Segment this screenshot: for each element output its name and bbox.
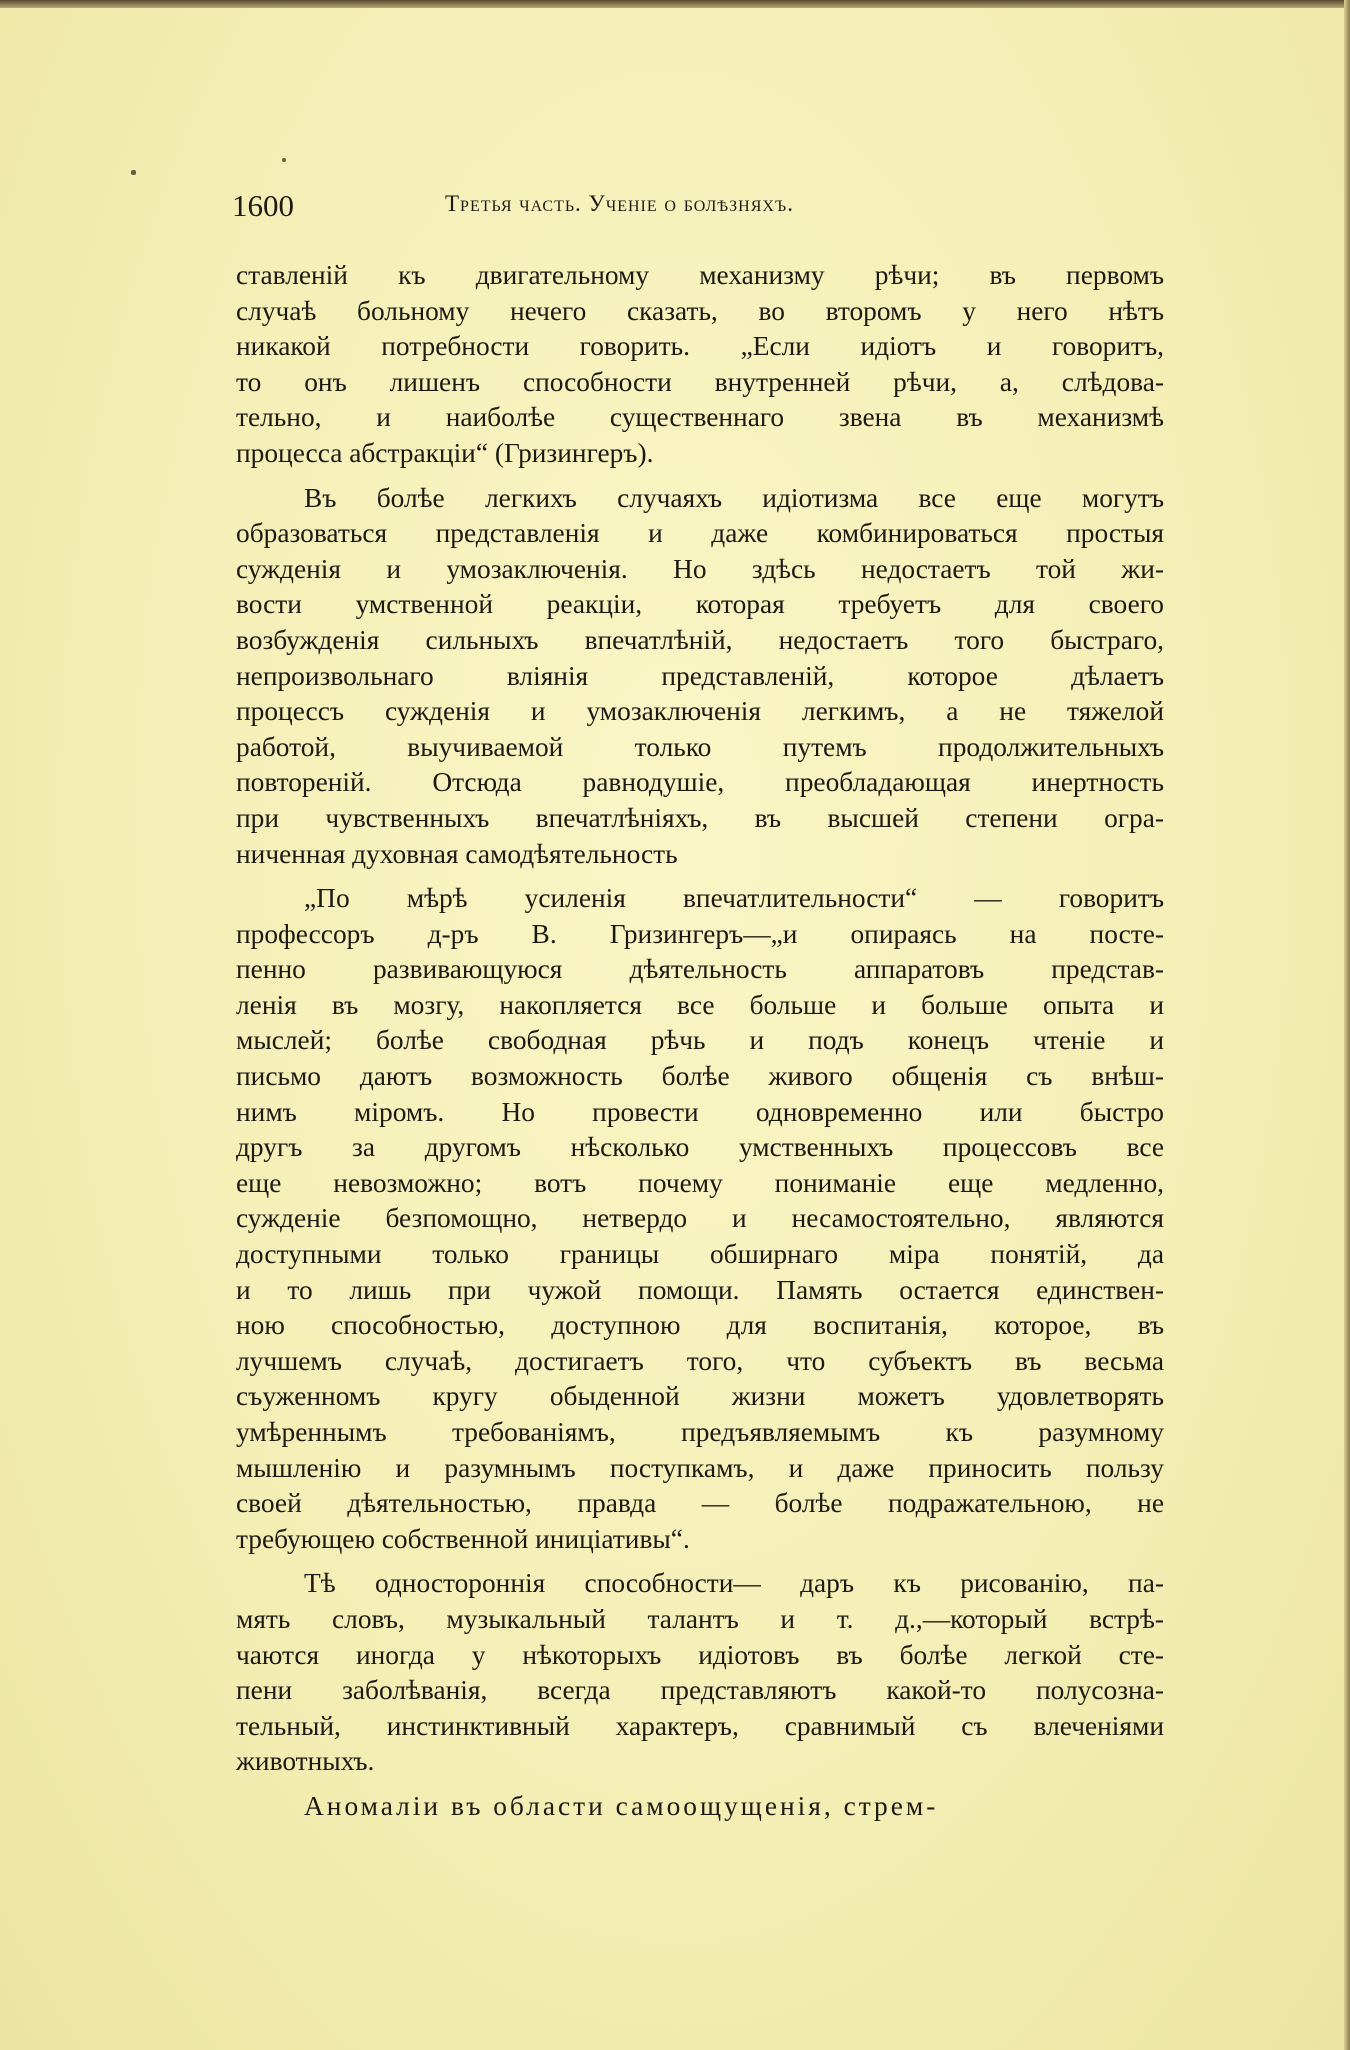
text-line: требующею собственной иниціативы“. — [236, 1523, 690, 1554]
text-line: непроизвольнаго вліянія представленій, которое дѣлаетъ — [236, 660, 1164, 691]
text-line: мышленію и разумнымъ поступкамъ, и даже приносить пользу — [236, 1452, 1164, 1483]
text-line: лучшемъ случаѣ, достигаетъ того, что субъектъ въ весьма — [236, 1345, 1164, 1376]
text-line: ставленій къ двигательному механизму рѣчи; въ первомъ — [236, 260, 1164, 290]
text-line: тельный, инстинктивный характеръ, сравнимый съ влеченіями — [236, 1710, 1164, 1741]
text-line: доступными только границы обширнаго міра понятій, да — [236, 1239, 1164, 1270]
text-line: никакой потребности говорить. „Если идіотъ и говоритъ, — [236, 331, 1164, 362]
text-line: случаѣ больному нечего сказать, во второмъ у него нѣтъ — [236, 295, 1164, 326]
text-line: работой, выучиваемой только путемъ продолжительныхъ — [236, 731, 1164, 762]
text-line: и то лишь при чужой помощи. Память остается единствен- — [236, 1274, 1164, 1305]
page-right-edge — [1344, 0, 1350, 2050]
text-line: животныхъ. — [236, 1746, 375, 1777]
text-line: Тѣ одностороннія способности— даръ къ рисованію, па- — [304, 1568, 1164, 1599]
text-line: мыслей; болѣе свободная рѣчь и подъ конецъ чтеніе и — [236, 1025, 1164, 1056]
text-line: „По мѣрѣ усиленія впечатлительности“ — говоритъ — [304, 883, 1164, 914]
page-header — [232, 188, 1160, 228]
running-head: Третья часть. Ученіе о болѣзняхъ. — [445, 191, 794, 216]
text-line: повтореній. Отсюда равнодушіе, преобладающая инертность — [236, 767, 1164, 798]
text-line: Въ болѣе легкихъ случаяхъ идіотизма все еще могутъ — [304, 482, 1164, 513]
text-line: ниченная духовная самодѣятельность — [236, 838, 678, 869]
page-number: 1600 — [232, 188, 294, 223]
specks — [131, 170, 136, 175]
text-line: чаются иногда у нѣкоторыхъ идіотовъ въ болѣе легкой сте- — [236, 1639, 1164, 1670]
text-line: ленія въ мозгу, накопляется все больше и больше опыта и — [236, 989, 1164, 1020]
text-line: своей дѣятельностью, правда — болѣе подражательною, не — [236, 1488, 1164, 1519]
text-line: вости умственной реакціи, которая требуетъ для своего — [236, 589, 1164, 620]
text-line: пени заболѣванія, всегда представляютъ какой-то полусозна- — [236, 1675, 1164, 1706]
text-line: мять словъ, музыкальный талантъ и т. д.,—который встрѣ- — [236, 1603, 1164, 1634]
text-line: еще невозможно; вотъ почему пониманіе еще медленно, — [236, 1167, 1164, 1198]
text-line: умѣреннымъ требованіямъ, предъявляемымъ къ разумному — [236, 1417, 1164, 1447]
text-line: тельно, и наиболѣе существеннаго звена въ механизмѣ — [236, 402, 1164, 433]
text-line: пенно развивающуюся дѣятельность аппаратовъ представ- — [236, 954, 1164, 985]
body-text — [236, 258, 1164, 1825]
text-line: профессоръ д-ръ В. Гризингеръ—„и опираясь на посте- — [236, 918, 1164, 949]
text-line: то онъ лишенъ способности внутренней рѣчи, а, слѣдова- — [236, 366, 1164, 397]
text-line: нимъ міромъ. Но провести одновременно или быстро — [236, 1096, 1164, 1127]
text-line: съуженномъ кругу обыденной жизни можетъ удовлетворять — [236, 1381, 1164, 1412]
text-line: сужденія и умозаключенія. Но здѣсь недостаетъ той жи- — [236, 553, 1164, 584]
text-line: возбужденія сильныхъ впечатлѣній, недостаетъ того быстраго, — [236, 624, 1164, 655]
specks — [282, 158, 286, 162]
text-line: образоваться представленія и даже комбинироваться простыя — [236, 518, 1164, 549]
text-line: письмо даютъ возможность болѣе живого общенія съ внѣш- — [236, 1061, 1164, 1092]
page-top-edge — [0, 0, 1350, 8]
text-line: сужденіе безпомощно, нетвердо и несамостоятельно, являются — [236, 1203, 1164, 1234]
text-line: Аномаліи въ области самоощущенія, стрем- — [304, 1790, 939, 1821]
text-line: другъ за другомъ нѣсколько умственныхъ процессовъ все — [236, 1132, 1164, 1163]
text-line: процессъ сужденія и умозаключенія легкимъ, а не тяжелой — [236, 696, 1164, 727]
text-line: при чувственныхъ впечатлѣніяхъ, въ высшей степени огра- — [236, 802, 1164, 833]
text-line: процесса абстракціи“ (Гризингеръ). — [236, 437, 654, 468]
text-line: ною способностью, доступною для воспитанія, которое, въ — [236, 1310, 1164, 1341]
